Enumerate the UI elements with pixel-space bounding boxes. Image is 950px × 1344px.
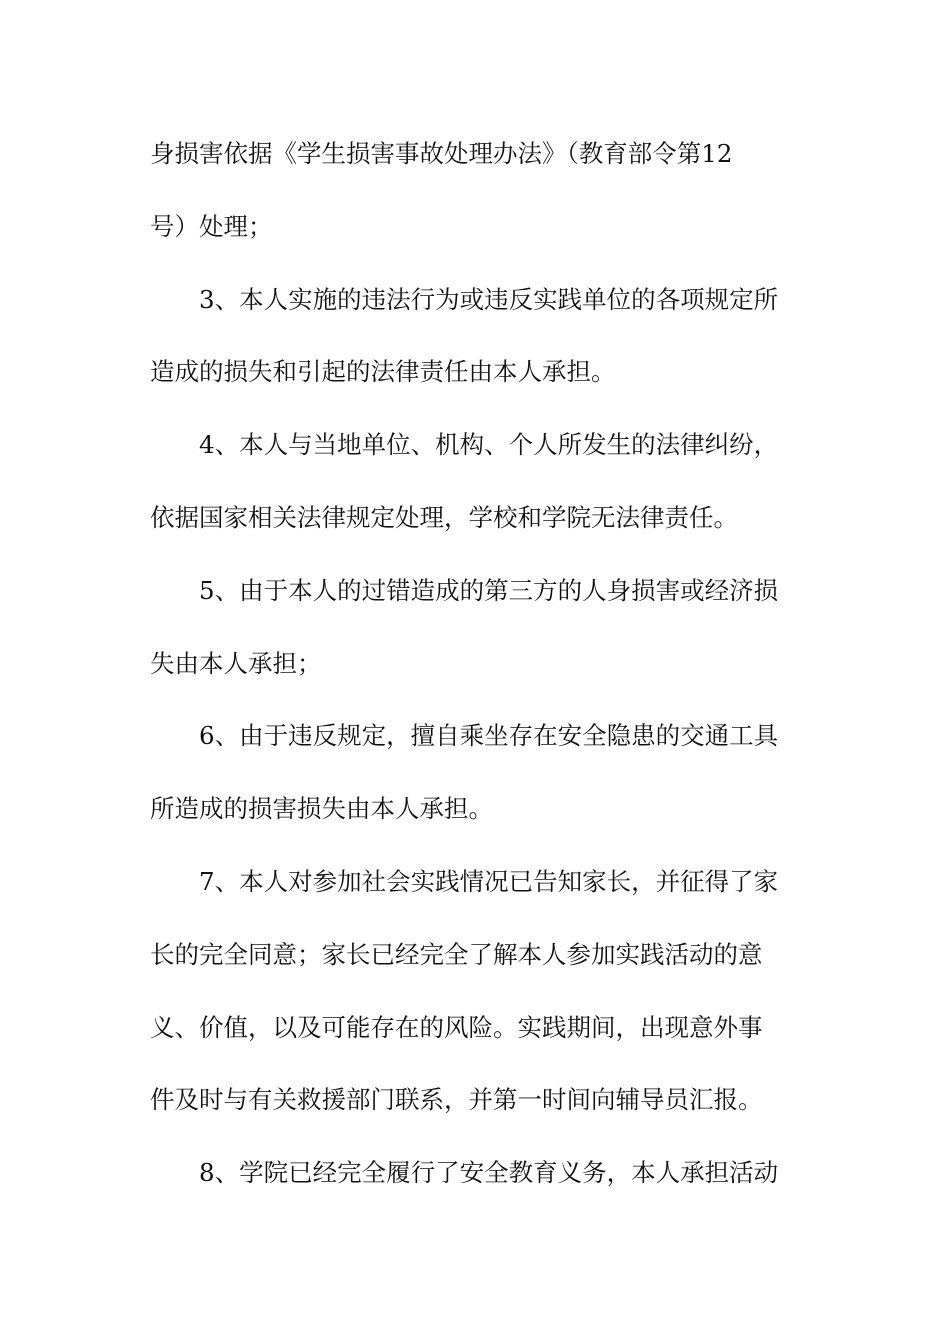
clause-5-line: 5、由于本人的过错造成的第三方的人身损害或经济损	[199, 575, 779, 605]
text-line: 义、价值，以及可能存在的风险。实践期间，出现意外事	[150, 1012, 763, 1042]
text-line: 依据国家相关法律规定处理，学校和学院无法律责任。	[150, 502, 738, 532]
text-line: 失由本人承担；	[150, 648, 322, 678]
text-line: 身损害依据《学生损害事故处理办法》（教育部令第12	[150, 139, 733, 168]
text-line: 号）处理；	[150, 211, 273, 241]
text-line: 长的完全同意；家长已经完全了解本人参加实践活动的意	[150, 939, 763, 969]
document-body	[150, 118, 810, 1210]
clause-3-line: 3、本人实施的违法行为或违反实践单位的各项规定所	[199, 284, 779, 314]
clause-6-line: 6、由于违反规定，擅自乘坐存在安全隐患的交通工具	[199, 721, 779, 751]
clause-7-line: 7、本人对参加社会实践情况已告知家长，并征得了家	[199, 866, 779, 896]
text-line: 所造成的损害损失由本人承担。	[150, 794, 493, 824]
text-line: 造成的损失和引起的法律责任由本人承担。	[150, 357, 616, 387]
clause-4-line: 4、本人与当地单位、机构、个人所发生的法律纠纷，	[199, 430, 779, 460]
text-line: 件及时与有关救援部门联系，并第一时间向辅导员汇报。	[150, 1085, 763, 1115]
clause-8-line: 8、学院已经完全履行了安全教育义务，本人承担活动	[199, 1158, 779, 1188]
